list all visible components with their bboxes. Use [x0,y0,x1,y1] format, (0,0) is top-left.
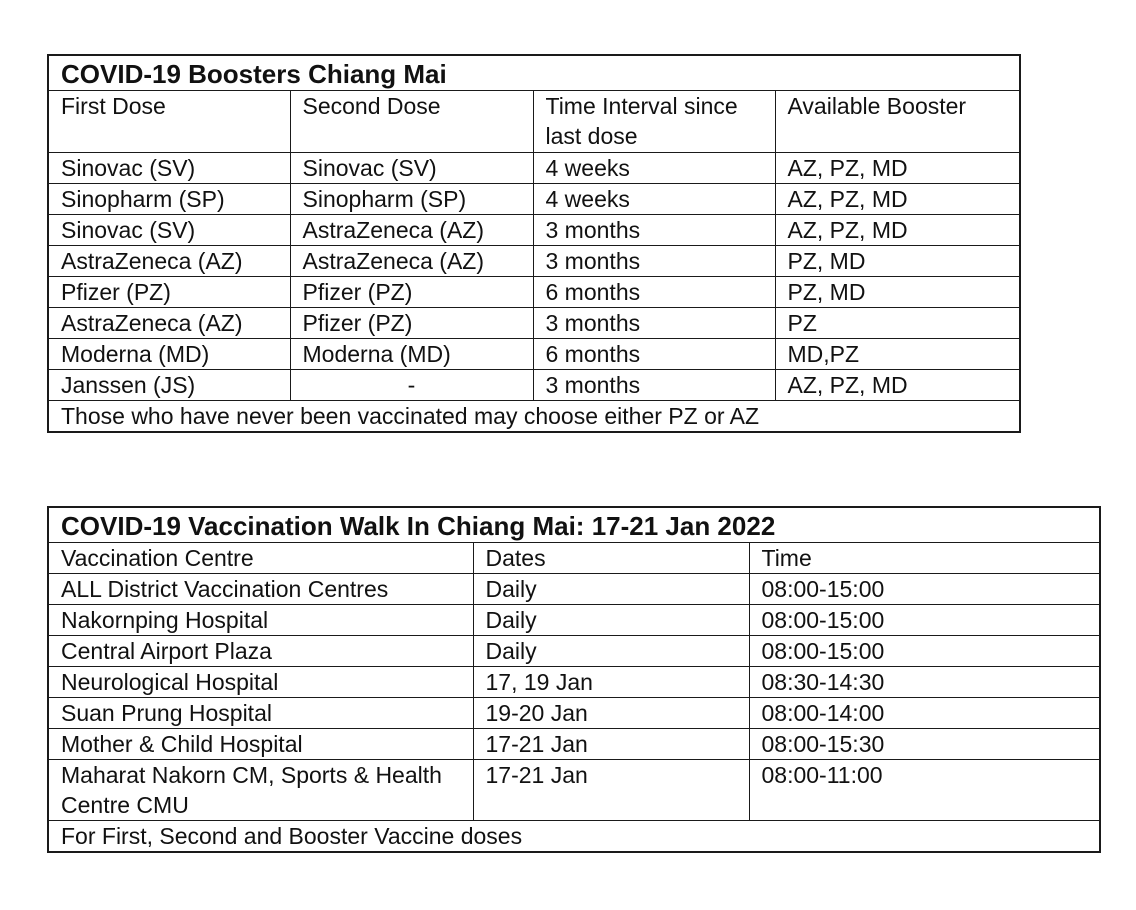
table-cell: Sinovac (SV) [48,215,290,246]
table-cell: 08:30-14:30 [749,667,1100,698]
table-cell: Maharat Nakorn CM, Sports & Health Centre CMU [48,760,473,821]
table-cell: Sinopharm (SP) [48,184,290,215]
table-cell: Daily [473,636,749,667]
boosters-title: COVID-19 Boosters Chiang Mai [48,55,1020,91]
table-cell: 08:00-15:00 [749,574,1100,605]
walkin-footer-row [48,821,1100,853]
table-cell: 19-20 Jan [473,698,749,729]
table-row [48,698,1100,729]
table-cell: Moderna (MD) [48,339,290,370]
table-cell: - [290,370,533,401]
table-cell: AstraZeneca (AZ) [48,308,290,339]
table-cell: 17-21 Jan [473,760,749,821]
table-cell: 3 months [533,246,775,277]
table-cell: PZ, MD [775,246,1020,277]
table-cell: Neurological Hospital [48,667,473,698]
table-row [48,605,1100,636]
table-cell: 17-21 Jan [473,729,749,760]
table-cell: Sinovac (SV) [290,153,533,184]
table-row [48,308,1020,339]
column-header: First Dose [48,91,290,153]
walkin-title-row [48,507,1100,543]
table-cell: AstraZeneca (AZ) [48,246,290,277]
table-cell: 3 months [533,215,775,246]
table-cell: 08:00-15:00 [749,605,1100,636]
table-cell: 4 weeks [533,184,775,215]
table-cell: AZ, PZ, MD [775,215,1020,246]
table-cell: Daily [473,605,749,636]
column-header: Time Interval since last dose [533,91,775,153]
table-cell: 4 weeks [533,153,775,184]
table-cell: MD,PZ [775,339,1020,370]
column-header: Second Dose [290,91,533,153]
boosters-table [47,54,1021,433]
table-cell: 6 months [533,277,775,308]
table-row [48,760,1100,821]
table-cell: 08:00-11:00 [749,760,1100,821]
table-cell: 08:00-14:00 [749,698,1100,729]
walkin-title: COVID-19 Vaccination Walk In Chiang Mai: 17-21 Jan 2022 [48,507,1100,543]
table-cell: 08:00-15:00 [749,636,1100,667]
table-cell: Pfizer (PZ) [48,277,290,308]
table-cell: PZ [775,308,1020,339]
column-header: Dates [473,543,749,574]
table-cell: Moderna (MD) [290,339,533,370]
walkin-header-row [48,543,1100,574]
table-row [48,215,1020,246]
walkin-table [47,506,1101,853]
table-row [48,729,1100,760]
table-cell: Sinopharm (SP) [290,184,533,215]
table-row [48,339,1020,370]
boosters-header-row [48,91,1020,153]
boosters-title-row [48,55,1020,91]
table-cell: PZ, MD [775,277,1020,308]
table-cell: 08:00-15:30 [749,729,1100,760]
table-cell: Nakornping Hospital [48,605,473,636]
boosters-footer-row [48,401,1020,433]
table-cell: Janssen (JS) [48,370,290,401]
table-cell: AZ, PZ, MD [775,184,1020,215]
column-header: Vaccination Centre [48,543,473,574]
table-row [48,153,1020,184]
table-row [48,574,1100,605]
column-header: Available Booster [775,91,1020,153]
boosters-footer-note: Those who have never been vaccinated may choose either PZ or AZ [48,401,1020,433]
table-cell: Pfizer (PZ) [290,308,533,339]
table-cell: AZ, PZ, MD [775,153,1020,184]
table-row [48,667,1100,698]
table-row [48,370,1020,401]
table-cell: 3 months [533,370,775,401]
table-row [48,636,1100,667]
table-cell: 17, 19 Jan [473,667,749,698]
table-cell: Pfizer (PZ) [290,277,533,308]
table-cell: Central Airport Plaza [48,636,473,667]
table-row [48,246,1020,277]
table-cell: Daily [473,574,749,605]
table-row [48,277,1020,308]
table-cell: 6 months [533,339,775,370]
table-cell: 3 months [533,308,775,339]
table-cell: Sinovac (SV) [48,153,290,184]
table-cell: AstraZeneca (AZ) [290,246,533,277]
walkin-footer-note: For First, Second and Booster Vaccine doses [48,821,1100,853]
table-cell: ALL District Vaccination Centres [48,574,473,605]
column-header: Time [749,543,1100,574]
table-cell: AstraZeneca (AZ) [290,215,533,246]
table-row [48,184,1020,215]
table-cell: AZ, PZ, MD [775,370,1020,401]
table-cell: Suan Prung Hospital [48,698,473,729]
table-cell: Mother & Child Hospital [48,729,473,760]
